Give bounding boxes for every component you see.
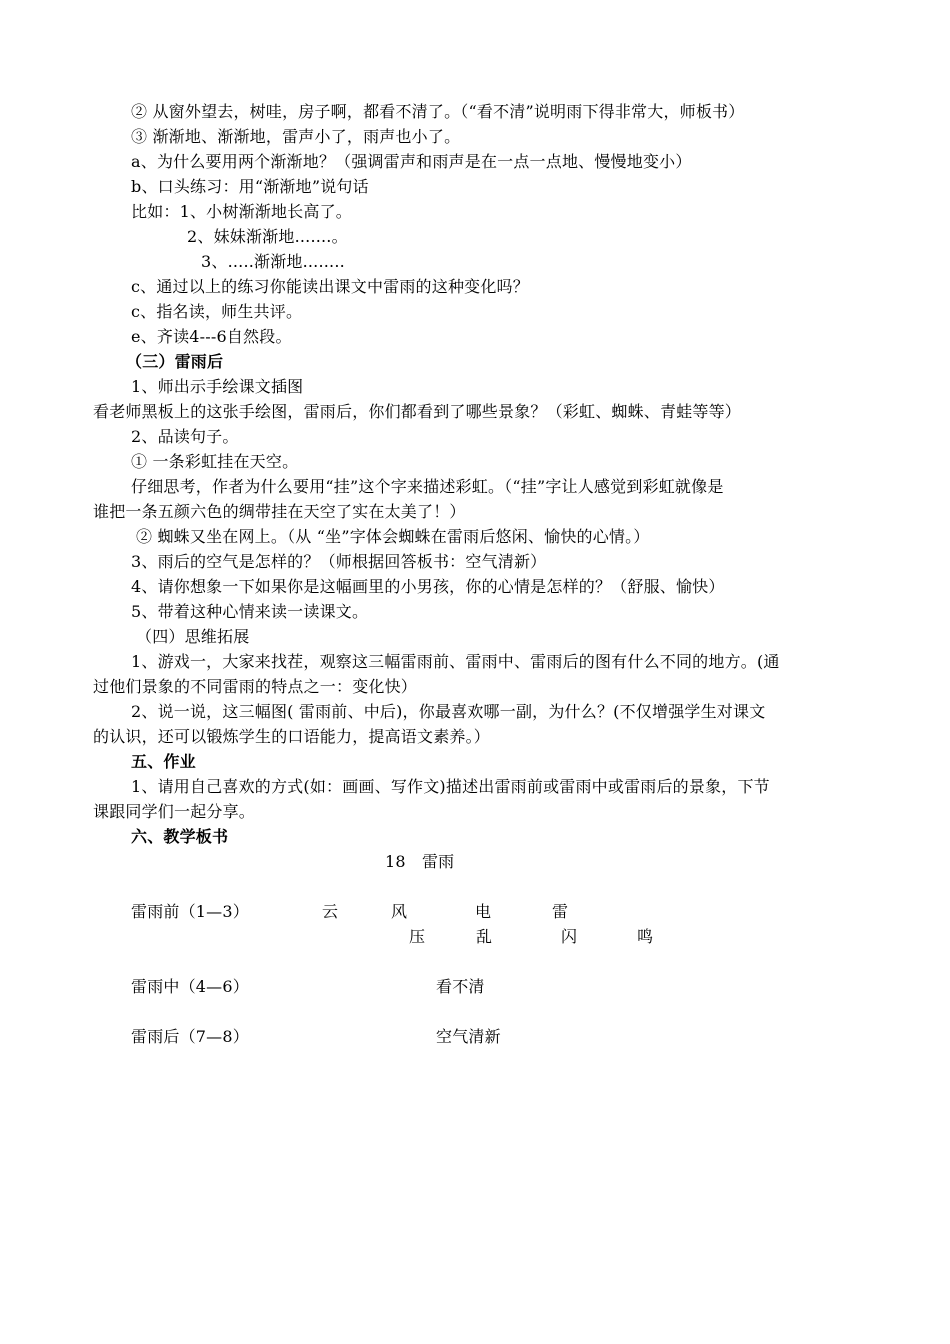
text-line: 课跟同学们一起分享。 bbox=[93, 802, 256, 821]
text-line: 2、妹妹渐渐地.......。 bbox=[187, 227, 348, 246]
section-heading: 六、教学板书 bbox=[131, 827, 229, 846]
text-line: c、指名读，师生共评。 bbox=[131, 302, 303, 321]
board-word: 电 bbox=[475, 902, 492, 921]
text-line: 1、游戏一，大家来找茬，观察这三幅雷雨前、雷雨中、雷雨后的图有什么不同的地方。(通 bbox=[131, 652, 780, 671]
board-word: 看不清 bbox=[436, 977, 485, 996]
text-line: a、为什么要用两个渐渐地？（强调雷声和雨声是在一点一点地、慢慢地变小） bbox=[131, 152, 692, 171]
board-row-label: 雷雨后（7—8） bbox=[131, 1027, 249, 1046]
text-line: ② 蜘蛛又坐在网上。（从 “坐”字体会蜘蛛在雷雨后悠闲、愉快的心情。） bbox=[136, 527, 650, 546]
text-line: 3、.....渐渐地........ bbox=[201, 252, 345, 271]
text-line: 看老师黑板上的这张手绘图，雷雨后，你们都看到了哪些景象？（彩虹、蜘蛛、青蛙等等） bbox=[93, 402, 742, 421]
text-line: 2、说一说，这三幅图( 雷雨前、中后)，你最喜欢哪一副，为什么？(不仅增强学生对课文 bbox=[131, 702, 766, 721]
text-line: 谁把一条五颜六色的绸带挂在天空了实在太美了！） bbox=[93, 502, 466, 521]
board-word: 风 bbox=[391, 902, 408, 921]
text-line: b、口头练习：用“渐渐地”说句话 bbox=[131, 177, 369, 196]
text-line: ② 从窗外望去，树哇，房子啊，都看不清了。（“看不清”说明雨下得非常大，师板书） bbox=[131, 102, 745, 121]
text-line: 4、请你想象一下如果你是这幅画里的小男孩，你的心情是怎样的？（舒服、愉快） bbox=[131, 577, 725, 596]
board-word: 空气清新 bbox=[436, 1027, 501, 1046]
board-row-label: 雷雨前（1—3） bbox=[131, 902, 249, 921]
text-line: 1、师出示手绘课文插图 bbox=[131, 377, 304, 396]
board-word: 压 bbox=[409, 927, 426, 946]
text-line: ③ 渐渐地、渐渐地，雷声小了，雨声也小了。 bbox=[131, 127, 461, 146]
text-line: 过他们景象的不同雷雨的特点之一：变化快） bbox=[93, 677, 418, 696]
board-title: 18 雷雨 bbox=[385, 852, 455, 871]
board-word: 鸣 bbox=[637, 927, 654, 946]
text-line: 仔细思考，作者为什么要用“挂”这个字来描述彩虹。（“挂”字让人感觉到彩虹就像是 bbox=[131, 477, 724, 496]
board-row-label: 雷雨中（4—6） bbox=[131, 977, 249, 996]
text-line: 5、带着这种心情来读一读课文。 bbox=[131, 602, 369, 621]
text-line: 1、请用自己喜欢的方式(如：画画、写作文)描述出雷雨前或雷雨中或雷雨后的景象，下节 bbox=[131, 777, 770, 796]
text-line: 3、雨后的空气是怎样的？（师根据回答板书：空气清新） bbox=[131, 552, 547, 571]
board-word: 云 bbox=[322, 902, 339, 921]
text-line: ① 一条彩虹挂在天空。 bbox=[131, 452, 299, 471]
text-line: c、通过以上的练习你能读出课文中雷雨的这种变化吗？ bbox=[131, 277, 529, 296]
text-line: 的认识，还可以锻炼学生的口语能力，提高语文素养。） bbox=[93, 727, 491, 746]
text-line: 2、品读句子。 bbox=[131, 427, 239, 446]
section-heading: （三）雷雨后 bbox=[126, 352, 224, 371]
board-word: 乱 bbox=[476, 927, 493, 946]
board-word: 闪 bbox=[561, 927, 578, 946]
board-word: 雷 bbox=[552, 902, 569, 921]
text-line: 比如：1、小树渐渐地长高了。 bbox=[131, 202, 352, 221]
text-line: e、齐读4---6自然段。 bbox=[131, 327, 292, 346]
section-heading: 五、作业 bbox=[131, 752, 196, 771]
section-heading: （四）思维拓展 bbox=[136, 627, 250, 646]
